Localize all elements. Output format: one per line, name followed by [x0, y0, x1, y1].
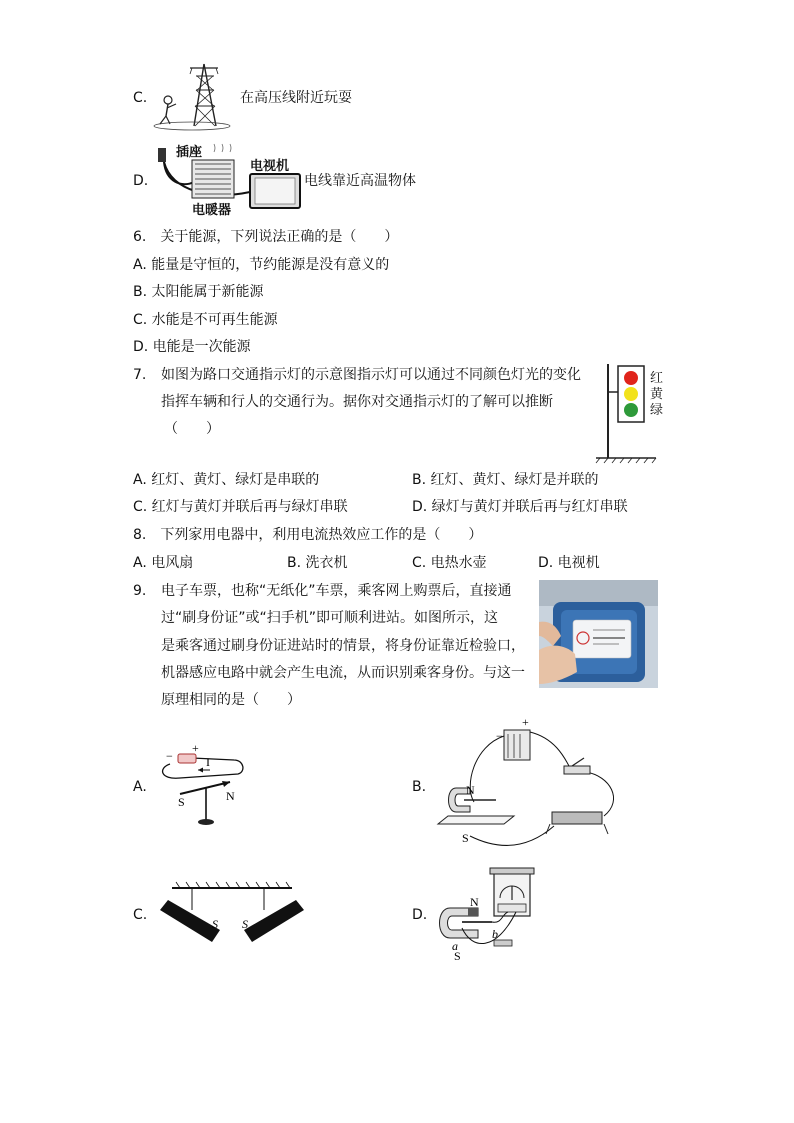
light-label-yellow: 黄	[650, 387, 664, 402]
q9-stem-line2: 过“刷身份证”或“扫手机”即可顺利进站。如图所示，这	[161, 610, 499, 626]
opt-d-south: S	[454, 949, 461, 963]
q9-stem-line3: 是乘客通过刷身份证进站时的情景，将身份证靠近检验口，	[161, 638, 525, 654]
q5-option-d-letter: D.	[133, 173, 149, 189]
q7-number: 7.	[133, 367, 147, 383]
opt-a-plus: +	[192, 741, 199, 755]
opt-b-south: S	[462, 831, 469, 845]
q9-option-a-figure	[150, 742, 250, 830]
q6-stem: 6. 关于能源，下列说法正确的是（ ）	[133, 229, 399, 245]
q7-option-b: B. 红灯、黄灯、绿灯是并联的	[412, 472, 599, 488]
q5-option-c-text: 在高压线附近玩耍	[240, 90, 352, 106]
high-voltage-tower-illustration	[152, 60, 232, 132]
id-card-gate-photo	[539, 580, 658, 688]
q8-option-a: A. 电风扇	[133, 555, 194, 571]
q7-option-c: C. 红灯与黄灯并联后再与绿灯串联	[133, 499, 348, 515]
opt-a-minus: −	[166, 749, 173, 763]
opt-a-south: S	[178, 795, 185, 809]
q8-option-d: D. 电视机	[538, 555, 600, 571]
q5-option-c-letter: C.	[133, 90, 148, 106]
q9-option-c-letter: C.	[133, 907, 148, 923]
opt-c-left-pole: S	[212, 917, 218, 931]
opt-b-north: N	[466, 783, 475, 797]
q9-stem-line1: 电子车票，也称“无纸化”车票，乘客网上购票后，直接通	[161, 583, 512, 599]
opt-c-right-pole: S	[242, 917, 248, 931]
opt-b-minus: −	[496, 729, 503, 743]
q7-stem-line2: 指挥车辆和行人的交通行为。据你对交通指示灯的了解可以推断	[161, 394, 553, 410]
socket-label: 插座	[176, 145, 203, 160]
q8-option-c: C. 电热水壶	[412, 555, 487, 571]
q6-option-b: B. 太阳能属于新能源	[133, 284, 264, 300]
opt-a-north: N	[226, 789, 235, 803]
traffic-light-illustration	[590, 362, 666, 466]
q6-option-c: C. 水能是不可再生能源	[133, 312, 278, 328]
opt-d-b: b	[492, 927, 498, 941]
opt-b-plus: +	[522, 715, 529, 729]
q7-option-d: D. 绿灯与黄灯并联后再与红灯串联	[412, 499, 628, 515]
q7-stem-line1: 如图为路口交通指示灯的示意图指示灯可以通过不同颜色灯光的变化	[161, 367, 581, 383]
opt-d-a: a	[452, 939, 458, 953]
q6-option-a: A. 能量是守恒的，节约能源是没有意义的	[133, 257, 390, 273]
light-label-red: 红	[650, 371, 664, 386]
q5-option-d-text: 电线靠近高温物体	[304, 173, 416, 189]
q9-stem-line5: 原理相同的是（ ）	[161, 692, 301, 708]
q9-option-b-figure	[434, 716, 624, 852]
q9-option-a-letter: A.	[133, 779, 147, 795]
q9-option-d-figure	[432, 866, 542, 964]
q9-option-c-figure	[154, 880, 300, 952]
q7-option-a: A. 红灯、黄灯、绿灯是串联的	[133, 472, 320, 488]
q7-answer-paren: （ ）	[164, 421, 220, 437]
q9-option-b-letter: B.	[412, 779, 427, 795]
q9-stem-line4: 机器感应电路中就会产生电流，从而识别乘客身份。与这一	[161, 665, 525, 681]
opt-d-north: N	[470, 895, 479, 909]
heater-tv-illustration	[152, 142, 304, 218]
q9-option-d-letter: D.	[412, 907, 428, 923]
tv-label: 电视机	[250, 159, 290, 174]
light-label-green: 绿	[650, 403, 664, 418]
q9-number: 9.	[133, 583, 147, 599]
q8-option-b: B. 洗衣机	[287, 555, 348, 571]
heater-label: 电暖器	[192, 203, 232, 218]
q6-option-d: D. 电能是一次能源	[133, 339, 251, 355]
q8-stem: 8. 下列家用电器中，利用电流热效应工作的是（ ）	[133, 527, 483, 543]
opt-a-current: I	[206, 755, 210, 769]
